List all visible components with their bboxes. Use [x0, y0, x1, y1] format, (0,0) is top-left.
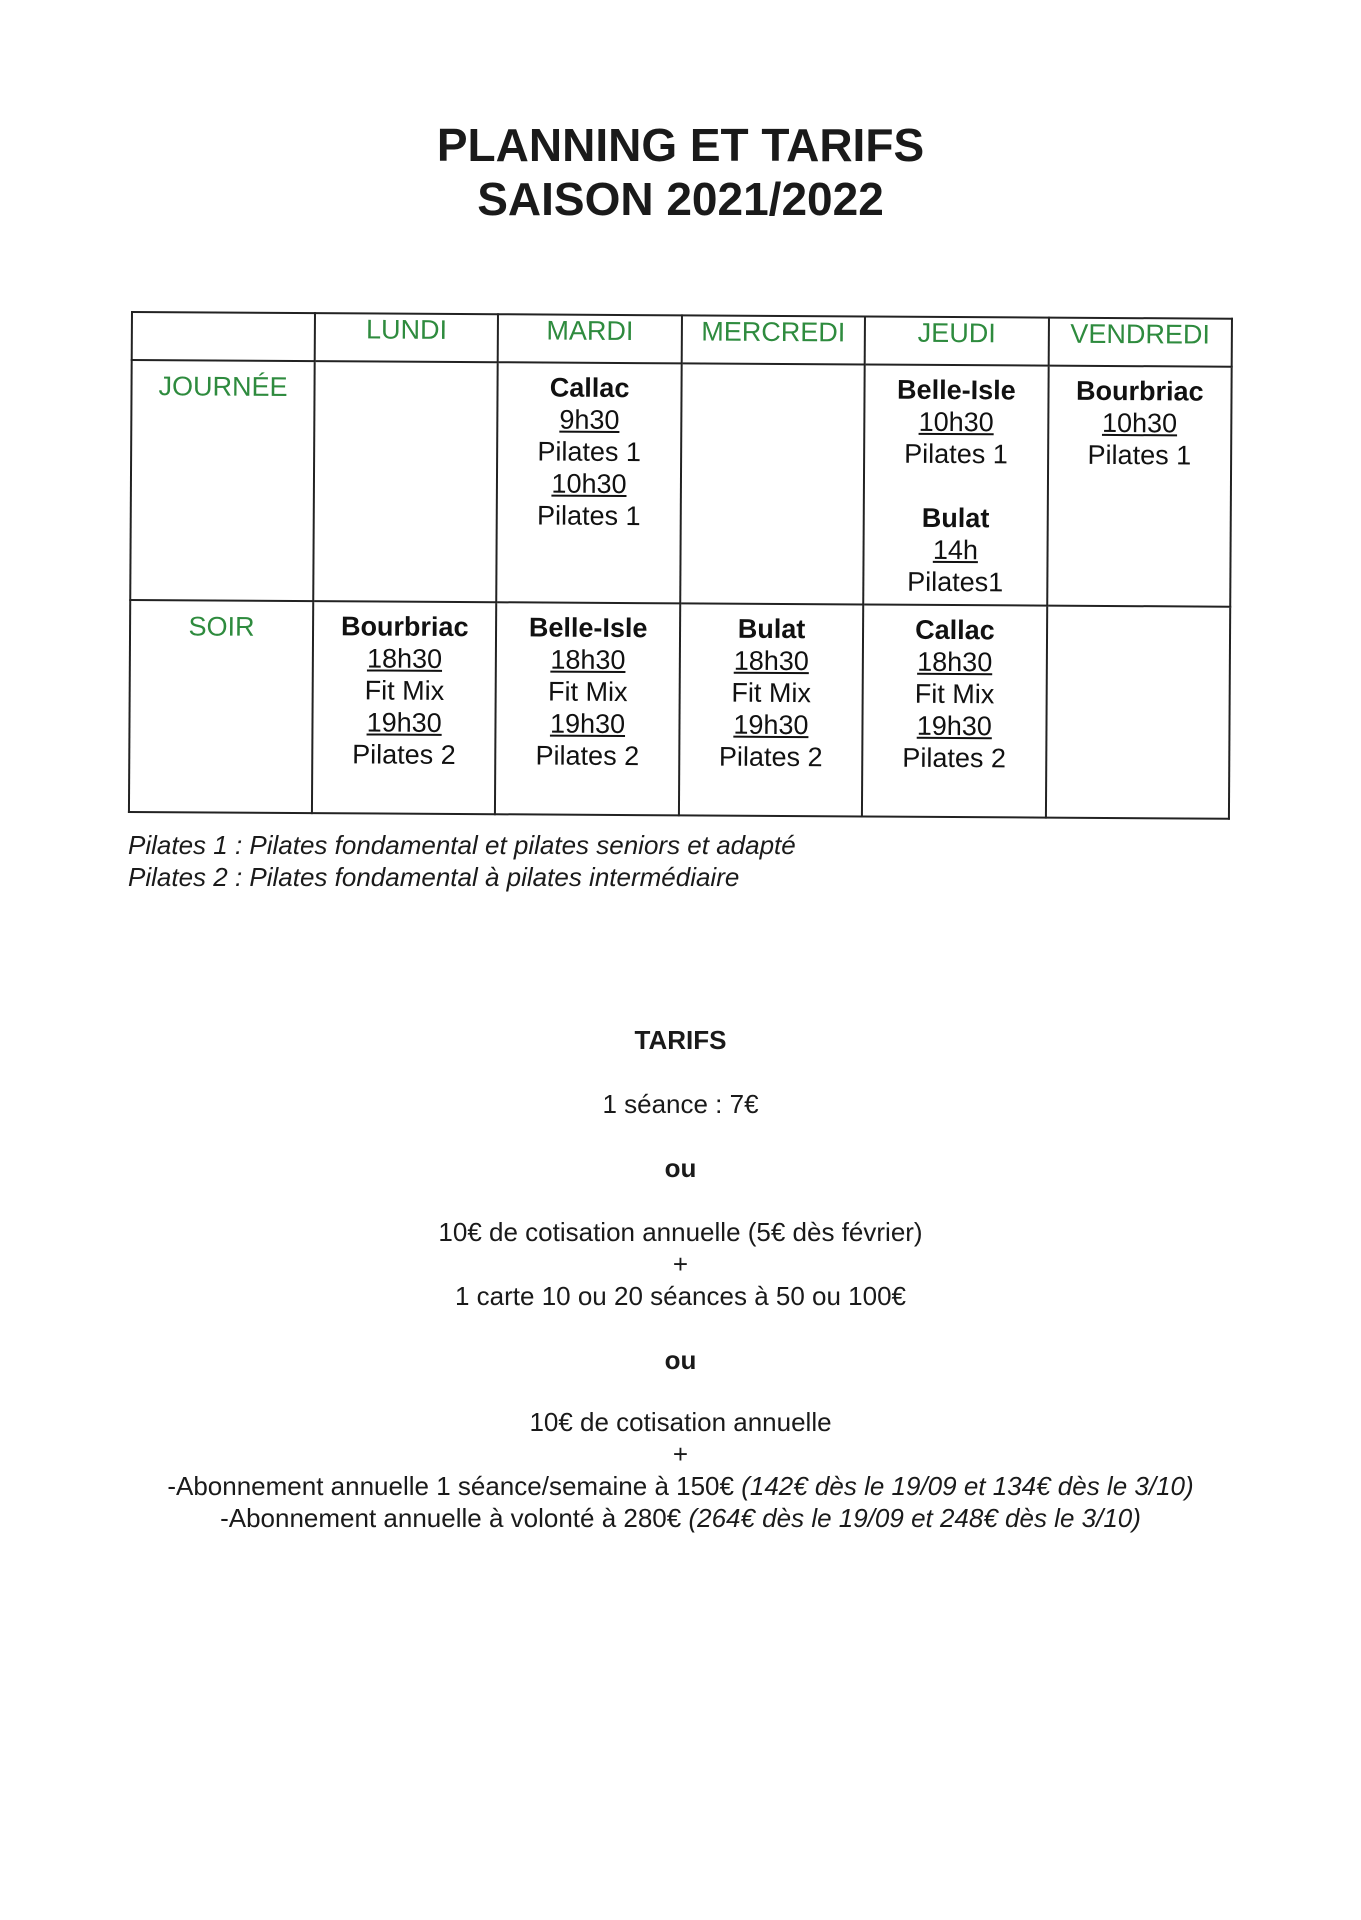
session-place: Bourbriac	[1075, 375, 1204, 407]
session-time: 19h30	[366, 707, 442, 738]
session-time: 19h30	[733, 709, 809, 741]
session-time: 14h	[932, 534, 979, 566]
cell-soir-vendredi	[1045, 606, 1230, 819]
row-label-journee: JOURNÉE	[130, 360, 314, 601]
day-header-vendredi: VENDREDI	[1048, 318, 1232, 367]
spacer	[865, 469, 1047, 502]
session-time: 18h30	[733, 645, 809, 677]
tarif-abonnement-semaine	[0, 1470, 1361, 1502]
session-place: Belle-Isle	[897, 374, 1016, 406]
cell-soir-mardi	[495, 602, 680, 815]
day-header-mardi: MARDI	[498, 314, 682, 363]
separator-ou: ou	[664, 1345, 697, 1375]
legend-pilates-1: Pilates 1 : Pilates fondamental et pilates seniors et adapté	[128, 830, 796, 860]
session-course: Fit Mix	[914, 678, 995, 710]
cell-journee-jeudi	[863, 364, 1048, 605]
session-course: Fit Mix	[731, 677, 811, 709]
table-row-soir	[129, 600, 1230, 819]
session-place: Callac	[549, 372, 630, 404]
page-subtitle: SAISON 2021/2022	[477, 173, 884, 225]
session-time: 19h30	[549, 708, 626, 740]
session-place: Bulat	[921, 502, 990, 534]
abonnement-text: -Abonnement annuelle à volonté à 280€	[220, 1503, 689, 1533]
tarif-seance: 1 séance : 7€	[602, 1089, 759, 1119]
session-course: Pilates 1	[537, 436, 642, 468]
legend-pilates-2: Pilates 2 : Pilates fondamental à pilates intermédiaire	[128, 862, 740, 892]
session-time: 18h30	[917, 646, 993, 678]
table-row-journee	[130, 360, 1231, 607]
plus-sign: +	[672, 1439, 689, 1469]
plus-sign: +	[672, 1249, 689, 1279]
schedule-table	[128, 311, 1233, 820]
separator-ou: ou	[664, 1153, 697, 1183]
table-header-row	[132, 312, 1232, 367]
cell-journee-mardi	[497, 362, 682, 603]
abonnement-note: (142€ dès le 19/09 et 134€ dès le 3/10)	[741, 1471, 1194, 1501]
session-time: 9h30	[559, 404, 620, 435]
tarif-abonnement-volonte	[0, 1502, 1361, 1534]
session-place: Belle-Isle	[528, 612, 648, 644]
day-header-lundi: LUNDI	[315, 313, 499, 362]
session-course: Pilates 2	[352, 739, 456, 770]
session-course: Pilates 2	[718, 741, 823, 773]
tarif-cotisation: 10€ de cotisation annuelle	[529, 1407, 832, 1437]
session-course: Pilates 2	[535, 740, 640, 772]
cell-journee-vendredi	[1047, 366, 1232, 607]
cell-soir-jeudi	[862, 604, 1047, 817]
tarif-cotisation-fevrier: 10€ de cotisation annuelle (5€ dès février)	[438, 1217, 923, 1247]
session-course: Fit Mix	[547, 676, 628, 708]
session-course: Fit Mix	[364, 675, 445, 706]
cell-soir-lundi	[312, 601, 497, 814]
session-time: 10h30	[551, 468, 627, 500]
session-time: 10h30	[1101, 407, 1178, 439]
tarifs-heading: TARIFS	[634, 1025, 727, 1055]
session-course: Pilates1	[907, 566, 1004, 598]
cell-journee-lundi	[313, 361, 498, 602]
session-place: Callac	[915, 614, 995, 646]
abonnement-text: -Abonnement annuelle 1 séance/semaine à 150€	[167, 1471, 742, 1501]
day-header-mercredi: MERCREDI	[681, 315, 865, 364]
session-course: Pilates 1	[1087, 439, 1192, 471]
cell-journee-mercredi	[680, 363, 865, 604]
tarif-carte: 1 carte 10 ou 20 séances à 50 ou 100€	[454, 1281, 906, 1311]
session-place: Bulat	[737, 613, 806, 645]
session-time: 10h30	[918, 406, 994, 438]
row-label-soir: SOIR	[129, 600, 313, 813]
session-course: Pilates 1	[904, 438, 1008, 470]
session-time: 18h30	[366, 643, 443, 674]
session-time: 18h30	[550, 644, 626, 676]
session-place: Bourbriac	[340, 611, 469, 643]
empty-corner-cell	[132, 312, 315, 361]
cell-soir-mercredi	[679, 603, 864, 816]
day-header-jeudi: JEUDI	[865, 316, 1049, 365]
session-time: 19h30	[916, 710, 992, 742]
abonnement-note: (264€ dès le 19/09 et 248€ dès le 3/10)	[688, 1503, 1141, 1533]
session-course: Pilates 2	[902, 742, 1007, 774]
session-course: Pilates 1	[536, 500, 641, 532]
page-title: PLANNING ET TARIFS	[436, 119, 925, 171]
